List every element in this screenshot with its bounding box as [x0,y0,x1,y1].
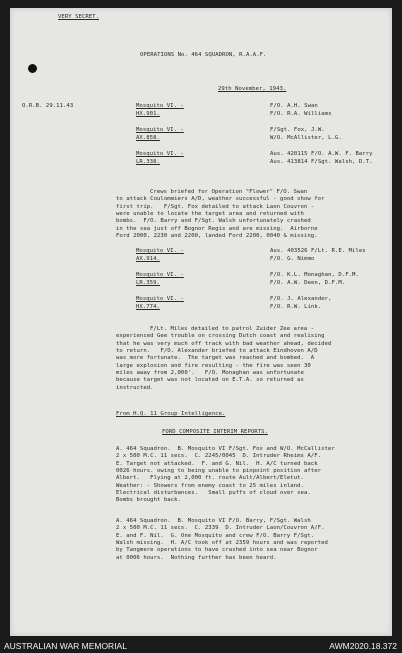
document-page [10,8,392,636]
crew-member: F/Sgt. Fox, J.W. [270,127,325,133]
crew-member: F/O. A.H. Swan [270,103,318,109]
aircraft-type: Mosquito VI. - [136,272,184,278]
punch-hole [28,64,37,73]
narrative-line: to return. F/O. Alexander briefed to attack Eindhoven A/D [116,348,318,355]
aircraft-serial: HX.901. [136,110,160,117]
narrative-line: bombs. F/O. Barry and F/Sgt. Walsh unfortunately crashed [116,218,311,225]
report-line: A. 464 Squadron. B. Mosquito VI F/O. Barry, F/Sgt. Walsh [116,518,311,524]
aircraft-serial: AX.858. [136,134,160,141]
aircraft-type: Mosquito VI. - [136,127,184,133]
archive-footer [0,638,402,653]
narrative-line: experienced Gee trouble on crossing Dutch coast and realising [116,333,325,340]
narrative-line: were unable to locate the target area and returned with [116,211,304,218]
report-line: E. and F. Nil. G. One Mosquito and crew F/O. Barry F/Sgt. [116,532,315,539]
report-line: A. 464 Squadron. B. Mosquito VI F/Sgt. Fox and W/O. McCallister [116,446,335,452]
footer-institution: AUSTRALIAN WAR MEMORIAL [4,641,127,651]
report-line: 2 x 500 M.C. 11 secs. C. 2245/0045 D. Intruder Rheims A/F. [116,453,322,460]
narrative-line: miles away from 2,000'. F/O. Monaghan was unfortunate [116,370,304,377]
section-heading: FORD COMPOSITE INTERIM REPORTS. [162,429,268,435]
crew-member: F/O. R.W. Link. [270,303,322,310]
crew-member: Aus. 413814 F/Sgt. Walsh, D.T. [270,158,373,165]
narrative-line: in the sea just off Bognor Regis and are missing. Airborne [116,225,318,232]
narrative-line: was more fortunate. The target was reached and bombed. A [116,355,315,362]
crew-member: F/O. J. Alexander, [270,296,332,302]
narrative-line: Crews briefed for Operation "Flower" F/O. Swan [150,189,308,195]
report-line: Electrical disturbances. Small puffs of cloud over sea. [116,490,311,497]
aircraft-serial: LR.359. [136,279,160,286]
aircraft-type: Mosquito VI. - [136,103,184,109]
narrative-line: that he was very much off track with bad weather ahead, decided [116,340,332,347]
aircraft-type: Mosquito VI. - [136,151,184,157]
narrative-line: large explosion and fire resulting - the fire was seen 30 [116,362,311,369]
report-line: Albert. Flying at 2,000 ft. route Ault/Albert/Eletut. [116,475,304,482]
narrative-line: Ford 2000, 2230 and 2200, landed Ford 2200, 0040 & missing. [116,233,318,240]
report-line: by Tangmere operations to have crashed into sea near Bognor [116,547,318,554]
narrative-line: F/Lt. Miles detailed to patrol Zuider Zee area - [150,326,315,332]
aircraft-serial: LR.338. [136,158,160,165]
report-date: 29th November, 1943. [218,86,287,92]
narrative-line: first trip. F/Sgt. Fox detailed to attack Laon Couvron - [116,203,315,210]
crew-member: W/O. McAllister, L.G. [270,134,342,141]
report-line: Bombs brought back. [116,497,181,504]
report-line: Walsh missing. H. A/C took off at 2359 hours and was reported [116,540,328,547]
crew-member: F/O. G. Nimmo [270,255,315,262]
crew-member: Aus. 403526 F/Lt. R.E. Miles [270,248,366,254]
document-title: OPERATIONS No. 464 SQUADRON, R.A.A.F. [140,52,267,58]
orb-reference: O.R.B. 29.11.43 [22,103,74,109]
narrative-line: because target was not located on E.T.A. so returned as [116,377,304,384]
footer-accession-number: AWM2020.18.372 [329,641,397,651]
classification-marking: VERY SECRET. [58,14,100,20]
report-line: 2 x 500 M.C. 11 secs. C. 2339 D. Intruder Laon/Couvron A/F. [116,525,325,532]
narrative-line: instructed. [116,384,154,391]
report-line: 0026 hours. owing to being unable to pinpoint position after [116,468,322,475]
crew-member: F/O. K.L. Monaghan, D.F.M. [270,272,359,278]
report-line: Weather: - Showers from enemy coast to 25 miles inland. [116,482,304,489]
report-line: at 0006 hours. Nothing further has been heard. [116,554,277,561]
aircraft-type: Mosquito VI. - [136,296,184,302]
crew-member: F/O. R.A. Williams [270,110,332,117]
report-line: E. Target not attacked. F. and G. Nil. H. A/C turned back [116,460,318,467]
crew-member: Aus. 420115 F/O. A.W. F. Barry [270,151,373,157]
narrative-line: to attack Coulommiers A/D, weather successful - good show for [116,196,325,203]
section-heading: From H.Q. 11 Group Intelligence. [116,411,226,417]
crew-member: F/O. A.W. Deen, D.F.M. [270,279,346,286]
aircraft-type: Mosquito VI. - [136,248,184,254]
aircraft-serial: HX.774. [136,303,160,310]
aircraft-serial: AX.914. [136,255,160,262]
